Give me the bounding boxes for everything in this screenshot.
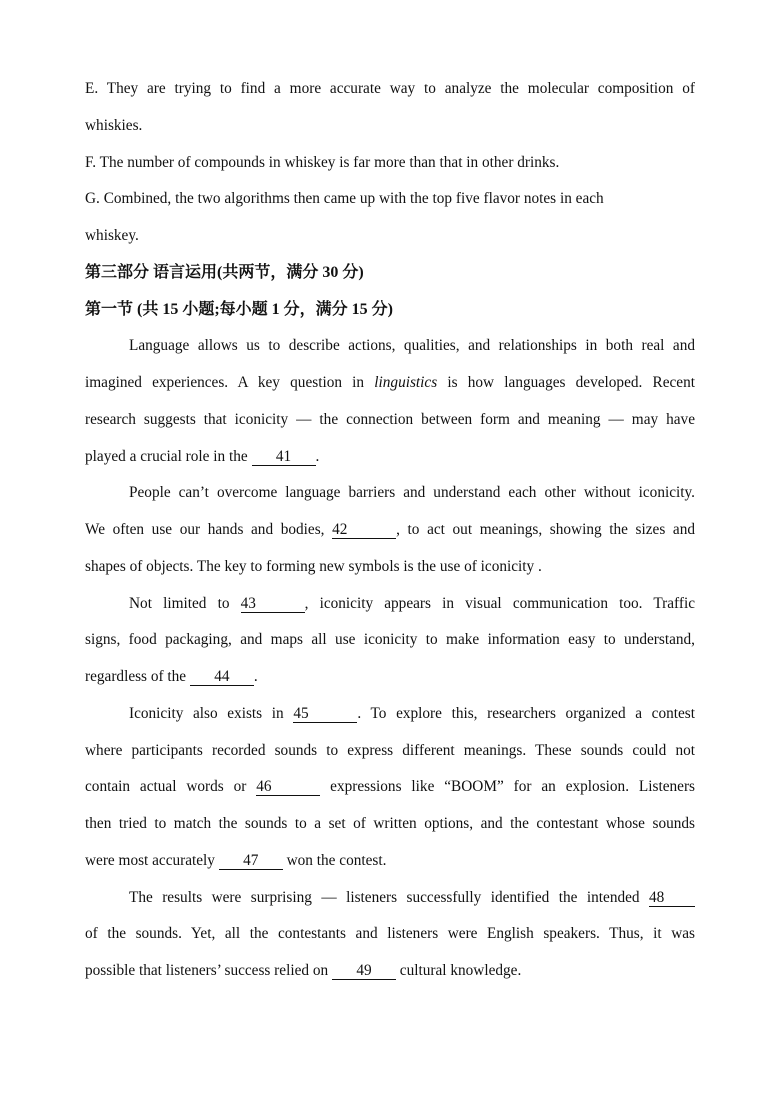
text-segment: Iconicity also exists in (129, 704, 294, 722)
answer-blank-48: 48 (649, 889, 695, 907)
text-segment: won the contest. (282, 851, 387, 869)
text-segment: then tried to match the sounds to a set of written options, and the contestant whose sounds (85, 815, 695, 832)
section-heading (85, 298, 695, 335)
text-segment: expressions like “BOOM” for an explosion. Listeners (320, 778, 695, 796)
text-line (85, 445, 695, 482)
text-line (85, 959, 695, 996)
text-segment: whiskies. (85, 116, 143, 134)
text-line (85, 408, 695, 445)
text-segment: possible that listeners’ success relied on (85, 962, 332, 979)
text-segment: shapes of objects. The key to forming new symbols is the use of iconicity . (85, 557, 542, 575)
text-line (85, 334, 695, 371)
italic-term: linguistics (374, 374, 438, 391)
text-segment: . To explore this, researchers organized a contest (357, 704, 695, 722)
text-line (85, 739, 695, 776)
text-segment: . (253, 668, 258, 685)
answer-blank-43: 43 (241, 595, 305, 613)
text-segment: . (315, 447, 320, 465)
answer-blank-42: 42 (332, 521, 396, 539)
text-segment: Language allows us to describe actions, qualities, and relationships in both real and (129, 337, 695, 355)
answer-blank-44: 44 (190, 668, 254, 686)
text-line (85, 187, 695, 224)
text-line (85, 812, 695, 849)
text-line (85, 849, 695, 886)
text-segment: , iconicity appears in visual communication too. Traffic (304, 594, 695, 612)
text-segment: contain actual words or (85, 778, 257, 796)
section-heading (85, 261, 695, 298)
text-segment: F. The number of compounds in whiskey is far more than that in other drinks. (85, 153, 560, 171)
text-line (85, 518, 695, 555)
text-segment: is how languages developed. Recent (437, 374, 695, 391)
text-line (85, 371, 695, 408)
text-segment: were most accurately (85, 851, 219, 869)
text-line (85, 886, 695, 923)
text-segment: People can’t overcome language barriers and understand each other without iconicity. (129, 484, 695, 502)
text-segment: signs, food packaging, and maps all use iconicity to make information easy to understand, (85, 631, 695, 649)
text-segment: of the sounds. Yet, all the contestants and listeners were English speakers. Thus, it was (85, 925, 695, 943)
answer-blank-46: 46 (256, 778, 320, 796)
text-segment: E. They are trying to find a more accurate way to analyze the molecular composition of (85, 80, 695, 97)
answer-blank-49: 49 (332, 962, 396, 980)
text-line (85, 151, 695, 188)
text-segment: regardless of the (85, 668, 190, 685)
text-line (85, 665, 695, 702)
text-line (85, 702, 695, 739)
text-line (85, 224, 695, 261)
text-line (85, 114, 695, 151)
document-page (85, 77, 695, 996)
text-segment: whiskey. (85, 227, 139, 244)
answer-blank-41: 41 (252, 448, 316, 466)
text-segment: 第三部分 语言运用(共两节，满分 30 分) (85, 263, 364, 281)
text-line (85, 922, 695, 959)
text-segment: We often use our hands and bodies, (85, 521, 333, 538)
text-segment: Not limited to (129, 594, 241, 612)
text-line (85, 555, 695, 592)
text-line (85, 481, 695, 518)
text-line (85, 592, 695, 629)
text-segment: cultural knowledge. (395, 962, 522, 979)
text-segment: where participants recorded sounds to express different meanings. These sounds could not (85, 741, 695, 759)
answer-blank-45: 45 (293, 705, 357, 723)
text-segment: G. Combined, the two algorithms then came up with the top five flavor notes in each (85, 190, 604, 208)
text-segment: research suggests that iconicity — the connection between form and meaning — may have (85, 410, 695, 428)
text-segment: , to act out meanings, showing the sizes and (396, 521, 695, 538)
text-segment: 第一节 (共 15 小题;每小题 1 分，满分 15 分) (85, 300, 393, 318)
answer-blank-47: 47 (219, 852, 283, 870)
text-segment: imagined experiences. A key question in (85, 374, 375, 391)
text-line (85, 628, 695, 665)
text-line (85, 775, 695, 812)
text-segment: played a crucial role in the (85, 447, 252, 465)
text-segment: The results were surprising — listeners successfully identified the intended (129, 888, 649, 906)
text-line (85, 77, 695, 114)
